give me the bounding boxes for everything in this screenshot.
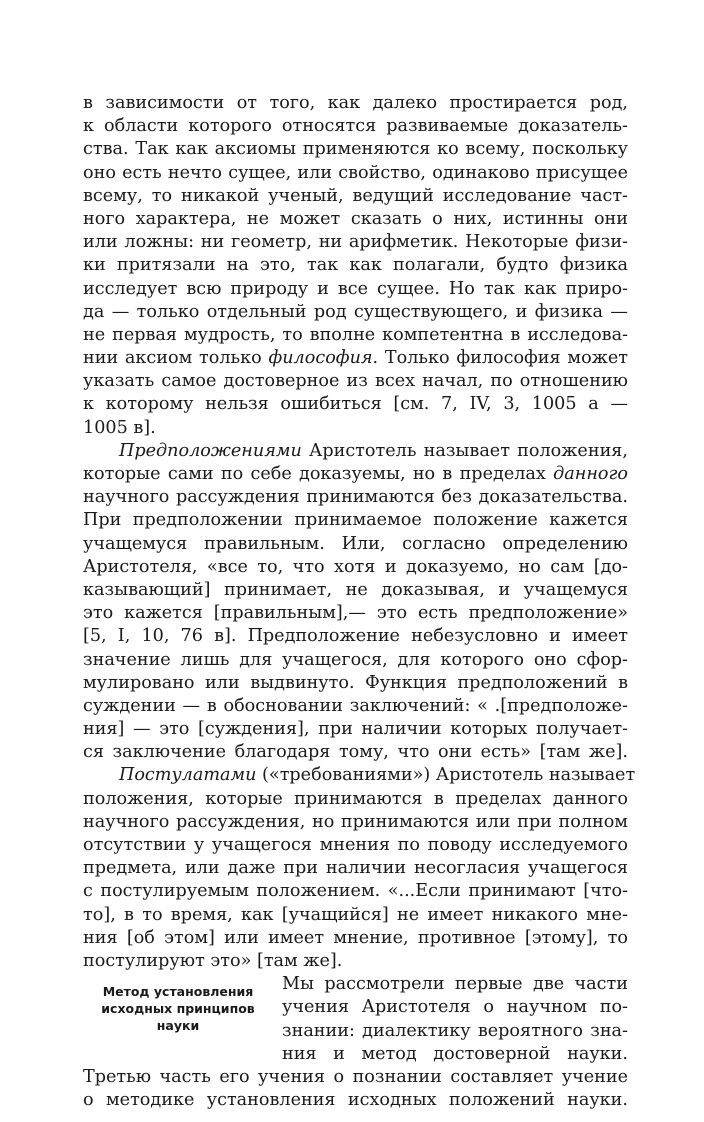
text-line: учащемуся правильным. Или, согласно определению bbox=[83, 533, 628, 554]
text-line: При предположении принимаемое положение кажется bbox=[83, 510, 628, 531]
text-line: отсутствии у учащегося мнения по поводу исследуемого bbox=[83, 835, 628, 855]
text-line bbox=[83, 440, 628, 463]
text-line: ния [об этом] или имеет мнение, противное [этому], то bbox=[83, 927, 628, 948]
page-body bbox=[83, 92, 636, 1112]
text-line: 1005 в]. bbox=[83, 417, 156, 438]
text-line: учения Аристотеля о научном по- bbox=[282, 997, 628, 1018]
text-line: предмета, или даже при наличии несогласия учащегося bbox=[83, 858, 628, 879]
text-line: с постулируемым положением. «...Если принимают [что- bbox=[83, 881, 628, 902]
text-line: или ложны: ни геометр, ни арифметик. Некоторые физи- bbox=[83, 232, 628, 253]
text-line: Третью часть его учения о познании составляет учение bbox=[83, 1066, 628, 1087]
text-line: суждении — в обосновании заключений: « .[предположе- bbox=[83, 695, 628, 716]
text-line: к которому нельзя ошибиться [см. 7, IV, 3, 1005 а — bbox=[83, 394, 628, 415]
text-line: значение лишь для учащегося, для которого оно сфор- bbox=[83, 649, 628, 670]
text-line: ния] — это [суждения], при наличии которых получает- bbox=[83, 719, 628, 740]
emphasis-philosophy: философия bbox=[268, 348, 373, 369]
text-line: о методике установления исходных положений науки. bbox=[83, 1090, 628, 1111]
text-line: казывающий] принимает, не доказывая, и учащемуся bbox=[83, 579, 628, 600]
paragraph-4-continued bbox=[83, 1066, 628, 1112]
text-line: знании: диалектику вероятного зна- bbox=[282, 1020, 628, 1041]
paragraph-3 bbox=[83, 764, 636, 973]
text-line: оно есть нечто сущее, или свойство, одинаково присущее bbox=[83, 162, 628, 183]
margin-heading: Метод установления исходных принципов науки bbox=[101, 984, 255, 1034]
term-postulates: Постулатами bbox=[119, 765, 257, 786]
paragraph-4-with-sidenote bbox=[83, 973, 628, 1066]
text-fragment: которые сами по себе доказуемы, но в пределах bbox=[83, 464, 554, 484]
text-line: научного рассуждения принимаются без доказательства. bbox=[83, 487, 628, 508]
text-line: постулируют это» [там же]. bbox=[83, 950, 343, 971]
text-line: Аристотеля, «все то, что хотя и доказуемо, но сам [до- bbox=[83, 556, 628, 577]
term-assumptions: Предположениями bbox=[119, 440, 302, 461]
text-line: ства. Так как аксиомы применяются ко всему, поскольку bbox=[83, 139, 628, 160]
text-line: ного характера, не может сказать о них, истинны они bbox=[83, 208, 628, 229]
text-fragment: . Только философия может bbox=[372, 348, 628, 369]
paragraph-2 bbox=[83, 440, 628, 765]
text-line: ния и метод достоверной науки. bbox=[282, 1043, 628, 1064]
text-line: исследует всю природу и все сущее. Но так как приро- bbox=[83, 278, 628, 299]
text-line: ки притязали на это, так как полагали, будто физика bbox=[83, 255, 628, 276]
emphasis-given: данного bbox=[553, 464, 628, 484]
text-line: ся заключение благодаря тому, что они есть» [там же]. bbox=[83, 742, 628, 763]
text-line: указать самое достоверное из всех начал, по отношению bbox=[83, 371, 628, 392]
paragraph-1 bbox=[83, 92, 628, 440]
text-line: то], в то время, как [учащийся] не имеет никакого мне- bbox=[83, 904, 628, 925]
text-line: положения, которые принимаются в пределах данного bbox=[83, 788, 628, 809]
sidenote-adjacent-text bbox=[282, 973, 628, 1066]
text-line bbox=[83, 764, 636, 787]
text-line: к области которого относятся развиваемые доказатель- bbox=[83, 116, 628, 137]
text-line: это кажется [правильным],— это есть предположение» bbox=[83, 603, 628, 624]
text-line bbox=[83, 463, 628, 486]
text-line: да — только отдельный род существующего, и физика — bbox=[83, 301, 628, 322]
text-line: [5, I, 10, 76 в]. Предположение небезусловно и имеет bbox=[83, 626, 628, 647]
text-line: не первая мудрость, то вполне компетентна в исследова- bbox=[83, 324, 628, 345]
text-line bbox=[83, 347, 628, 370]
text-fragment: («требованиями») Аристотель называет bbox=[256, 765, 636, 786]
text-fragment: Аристотель называет положения, bbox=[301, 440, 628, 461]
text-fragment: нии аксиом только bbox=[83, 348, 269, 369]
text-line: всему, то никакой ученый, ведущий исследование част- bbox=[83, 185, 628, 206]
text-line: научного рассуждения, но принимаются или при полном bbox=[83, 811, 628, 832]
text-line: в зависимости от того, как далеко простирается род, bbox=[83, 93, 628, 113]
text-line: Мы рассмотрели первые две части bbox=[282, 974, 628, 995]
text-line: мулировано или выдвинуто. Функция предположений в bbox=[83, 672, 628, 693]
